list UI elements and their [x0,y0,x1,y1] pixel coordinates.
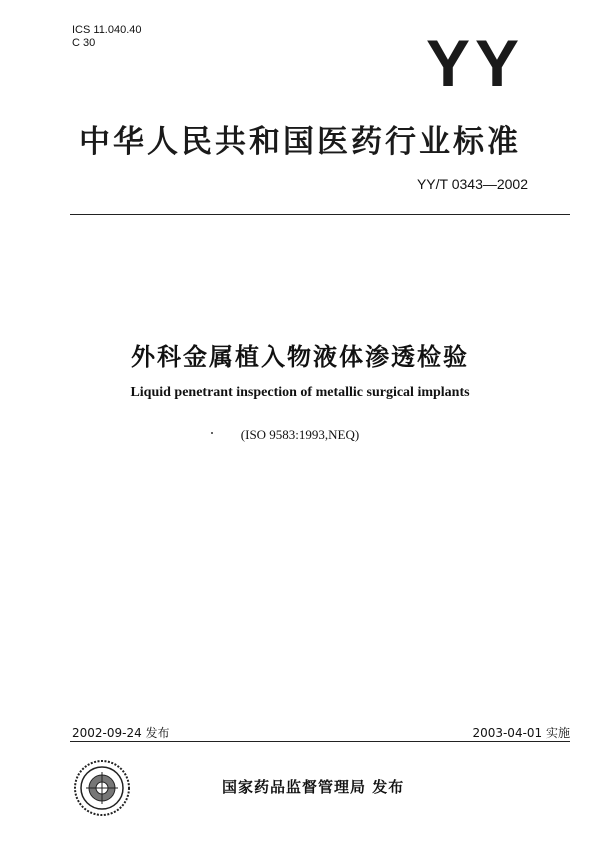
classification-codes [72,24,142,50]
header-divider [70,214,570,215]
official-seal-icon [72,758,132,818]
implementation-date: 2003-04-01 实施 [472,726,570,740]
document-title-chinese: 外科金属植入物液体渗透检验 [131,343,469,371]
yy-logo: YY [426,26,525,100]
iso-reference: (ISO 9583:1993,NEQ) [240,427,360,442]
ccs-code: C 30 [72,37,96,49]
ics-code: ICS 11.040.40 [72,24,142,36]
document-title-english: Liquid penetrant inspection of metallic surgical implants [130,385,470,400]
footer-divider [70,741,570,742]
standard-number: YY/T 0343—2002 [416,176,528,192]
print-speck [211,432,213,434]
issuing-authority: 国家药品监督管理局 发布 [222,778,405,796]
standard-type-heading: 中华人民共和国医药行业标准 [79,124,521,160]
issue-date: 2002-09-24 发布 [72,726,170,740]
